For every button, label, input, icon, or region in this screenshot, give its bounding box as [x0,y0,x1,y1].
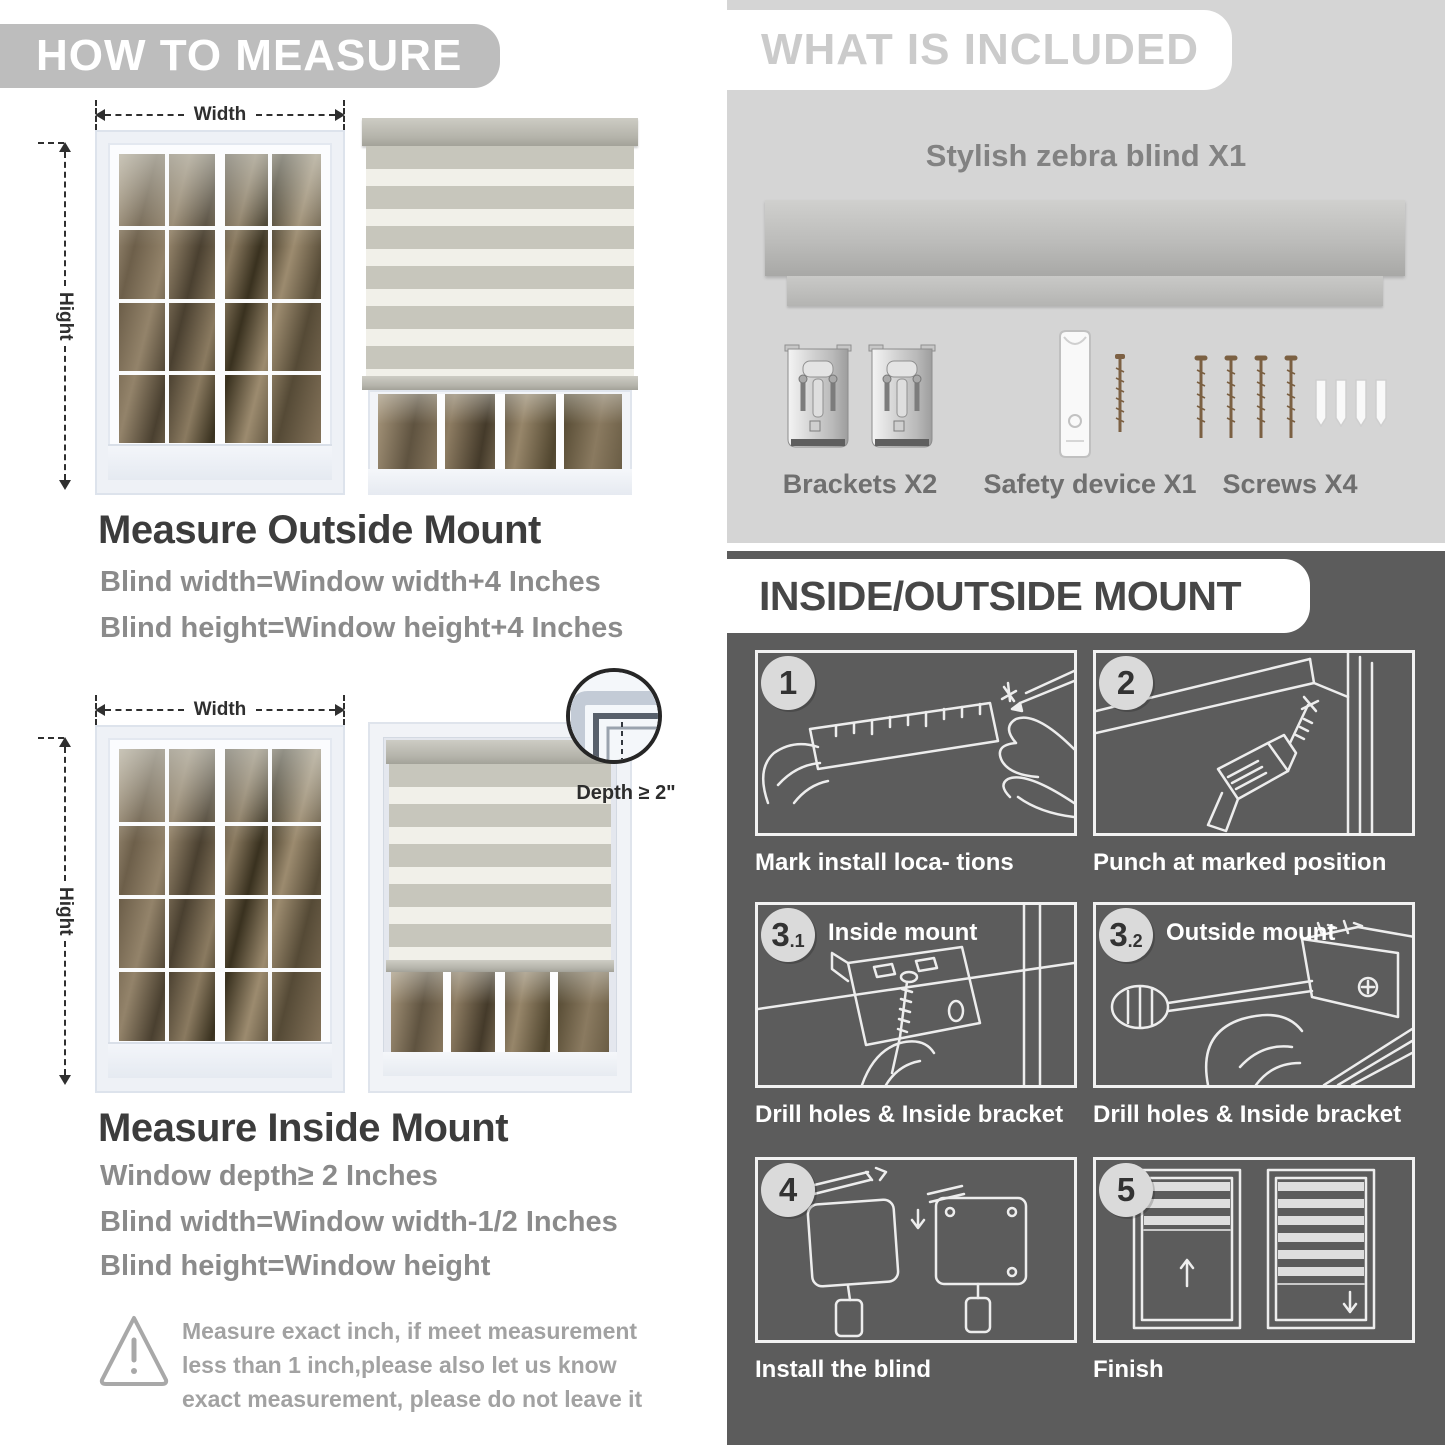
what-is-included-title: WHAT IS INCLUDED [761,25,1200,74]
warning-icon [96,1310,172,1392]
how-to-measure-banner [0,24,500,88]
width-label-outside: Width [193,104,247,125]
safety-device-icon [1052,329,1098,461]
window-glass [119,749,321,1041]
window-glass [119,154,321,443]
screws-label: Screws X4 [1222,469,1358,499]
inside-rule-height: Blind height=Window height [100,1250,491,1282]
zebra-blind-inside [368,722,632,1093]
step-title-outside-mount: Outside mount [1166,919,1336,946]
step-badge-2: 2 [1099,656,1153,710]
step-panel-4 [755,1157,1077,1384]
brackets-label: Brackets X2 [782,469,938,499]
blind-bottomrail [362,376,638,390]
step-panel-1 [755,650,1077,877]
step-badge-1: 1 [761,656,815,710]
width-arrow-inside [95,699,345,721]
arrow-down-icon [59,1075,71,1085]
mount-section [727,551,1445,1445]
step-badge-3-2: 3 .2 [1099,908,1153,962]
blind-headrail-product [765,200,1405,276]
screws-anchors-icon [1192,352,1388,444]
inside-rule-depth: Window depth≥ 2 Inches [100,1160,438,1192]
window-under-blind [368,390,632,495]
safety-device-item [983,335,1197,500]
step-panel-3-1 [755,902,1077,1129]
step-caption-3-1: Drill holes & Inside bracket [755,1101,1064,1128]
step-panel-3-2 [1093,902,1415,1129]
how-to-measure-title: HOW TO MEASURE [36,31,463,80]
blind-bottomrail [386,960,614,972]
arrow-down-icon [59,480,71,490]
frame-corner-detail [570,672,662,764]
mount-banner [727,559,1310,633]
step-caption-5: Finish [1093,1356,1164,1383]
height-label-outside: Hight [55,291,76,341]
step-badge-4: 4 [761,1163,815,1217]
height-arrow-outside [52,142,78,490]
bracket-icon [783,339,853,457]
step-caption-2: Punch at marked position [1093,849,1387,876]
step-caption-1: Mark install loca- tions [755,849,1014,876]
step-caption-4: Install the blind [755,1356,932,1383]
width-label-inside: Width [193,699,247,720]
step-caption-3-2: Drill holes & Inside bracket [1093,1101,1402,1128]
outside-mount-heading: Measure Outside Mount [98,508,541,552]
what-is-included-banner [727,10,1232,90]
window-illustration-inside [95,725,345,1093]
zebra-blind-outside [362,118,638,495]
inside-rule-width: Blind width=Window width-1/2 Inches [100,1206,618,1238]
blind-fabric [366,146,634,376]
step-title-inside-mount: Inside mount [828,919,978,946]
screw-icon [1112,352,1128,438]
window-sill [108,444,332,480]
blind-headrail-valance [787,276,1383,306]
what-is-included-section [727,0,1445,543]
step-badge-5: 5 [1099,1163,1153,1217]
window-under-blind [391,972,609,1052]
warning-text: Measure exact inch, if meet measurement less than 1 inch,please also let us know exact measurement, please do not leave it [182,1318,643,1412]
step-panel-2 [1093,650,1415,877]
depth-label: Depth ≥ 2" [576,782,676,804]
bracket-icon [867,339,937,457]
mount-title: INSIDE/OUTSIDE MOUNT [759,572,1242,619]
depth-magnifier [566,668,662,764]
safety-device-label: Safety device X1 [983,469,1197,499]
width-arrow-outside [95,104,345,126]
outside-rule-height: Blind height=Window height+4 Inches [100,612,624,644]
screws-item [1185,335,1395,500]
height-label-inside: Hight [55,886,76,936]
brackets-item [755,335,965,500]
product-label: Stylish zebra blind X1 [925,138,1247,173]
outside-rule-width: Blind width=Window width+4 Inches [100,566,601,598]
step-panel-5 [1093,1157,1415,1384]
height-arrow-inside [52,737,78,1085]
window-sill [108,1042,332,1078]
inside-mount-heading: Measure Inside Mount [98,1106,509,1150]
window-illustration-outside [95,130,345,495]
step-badge-3-1: 3 .1 [761,908,815,962]
blind-headrail [362,118,638,146]
